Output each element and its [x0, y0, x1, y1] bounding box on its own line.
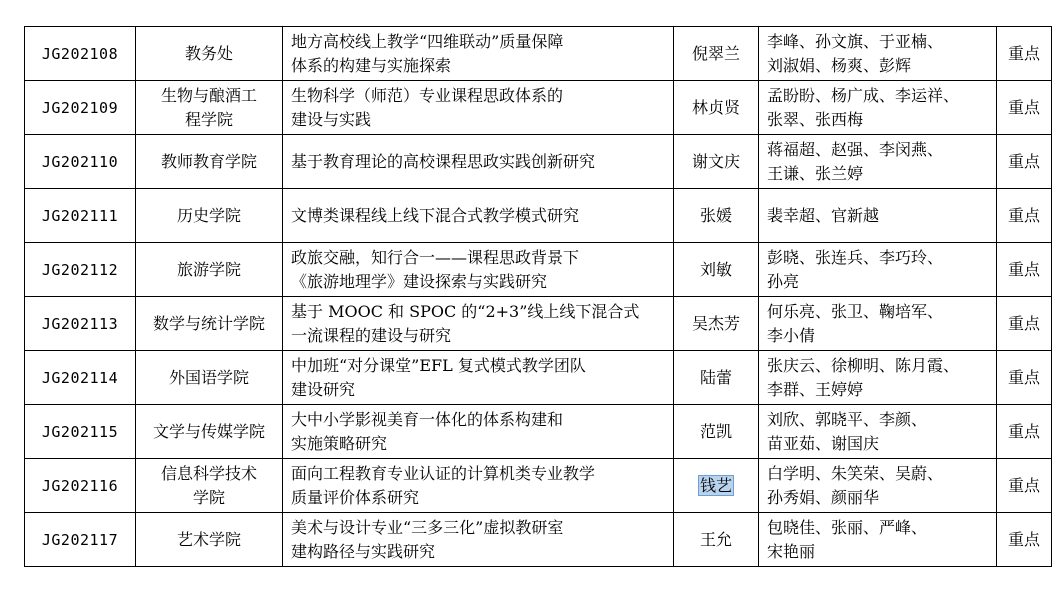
department-cell: [136, 405, 283, 459]
team-members: 刘欣、郭晓平、李颜、 苗亚茹、谢国庆: [767, 409, 928, 453]
project-id: JG202111: [41, 206, 119, 225]
table-row: [25, 243, 1052, 297]
project-id: JG202116: [41, 476, 119, 495]
project-id: JG202114: [41, 368, 119, 387]
project-title: 基于 MOOC 和 SPOC 的“2+3”线上线下混合式 一流课程的建设与研究: [291, 301, 640, 345]
department: 教务处: [184, 43, 233, 63]
project-type-cell: [997, 243, 1052, 297]
department-cell: [136, 27, 283, 81]
table-row: [25, 189, 1052, 243]
project-type: 重点: [1007, 421, 1040, 441]
project-type-cell: [997, 189, 1052, 243]
project-leader[interactable]: 范凯: [699, 421, 732, 441]
project-type-cell: [997, 81, 1052, 135]
project-leader-cell: [674, 297, 759, 351]
project-title-cell: [283, 459, 674, 513]
department-cell: [136, 189, 283, 243]
project-table: [24, 26, 1052, 567]
department: 艺术学院: [176, 529, 241, 549]
project-title: 大中小学影视美育一体化的体系构建和 实施策略研究: [291, 409, 564, 453]
department: 历史学院: [176, 205, 241, 225]
project-id: JG202113: [41, 314, 119, 333]
project-type: 重点: [1007, 43, 1040, 63]
project-title: 生物科学（师范）专业课程思政体系的 建设与实践: [291, 85, 564, 129]
project-leader[interactable]: 谢文庆: [691, 151, 740, 171]
department-cell: [136, 513, 283, 567]
project-type: 重点: [1007, 313, 1040, 333]
department-cell: [136, 459, 283, 513]
project-title: 基于教育理论的高校课程思政实践创新研究: [291, 151, 596, 171]
team-members: 白学明、朱笑荣、吴蔚、 孙秀娟、颜丽华: [767, 463, 944, 507]
project-id-cell: [25, 351, 136, 405]
project-leader-cell: [674, 351, 759, 405]
department-cell: [136, 297, 283, 351]
project-id-cell: [25, 81, 136, 135]
project-leader[interactable]: 倪翠兰: [691, 43, 740, 63]
project-title: 文博类课程线上线下混合式教学模式研究: [291, 205, 580, 225]
table-row: [25, 297, 1052, 351]
project-title-cell: [283, 27, 674, 81]
team-members-cell: [759, 189, 997, 243]
team-members-cell: [759, 135, 997, 189]
department-cell: [136, 135, 283, 189]
project-id: JG202117: [41, 530, 119, 549]
department: 教师教育学院: [160, 151, 257, 171]
department-cell: [136, 243, 283, 297]
project-title-cell: [283, 297, 674, 351]
team-members: 李峰、孙文旗、于亚楠、 刘淑娟、杨爽、彭辉: [767, 31, 944, 75]
project-leader[interactable]: 陆蕾: [699, 367, 732, 387]
project-leader[interactable]: 王允: [699, 529, 732, 549]
table-body: [25, 27, 1052, 567]
project-type: 重点: [1007, 529, 1040, 549]
project-leader-cell: [674, 513, 759, 567]
team-members-cell: [759, 27, 997, 81]
department: 生物与酿酒工 程学院: [160, 85, 257, 129]
department: 外国语学院: [168, 367, 249, 387]
team-members-cell: [759, 351, 997, 405]
team-members-cell: [759, 81, 997, 135]
project-leader[interactable]: 吴杰芳: [691, 313, 740, 333]
project-leader-cell: [674, 135, 759, 189]
team-members-cell: [759, 243, 997, 297]
project-title: 美术与设计专业“三多三化”虚拟教研室 建构路径与实践研究: [291, 517, 564, 561]
project-title: 中加班“对分课堂”EFL 复式模式教学团队 建设研究: [291, 355, 586, 399]
project-id-cell: [25, 189, 136, 243]
project-title-cell: [283, 189, 674, 243]
department: 旅游学院: [176, 259, 241, 279]
project-id: JG202112: [41, 260, 119, 279]
project-leader[interactable]: 钱艺: [699, 475, 732, 495]
table-row: [25, 513, 1052, 567]
project-title-cell: [283, 351, 674, 405]
project-id-cell: [25, 135, 136, 189]
project-title: 面向工程教育专业认证的计算机类专业教学 质量评价体系研究: [291, 463, 596, 507]
project-title-cell: [283, 513, 674, 567]
table-row: [25, 135, 1052, 189]
team-members-cell: [759, 513, 997, 567]
team-members: 蒋福超、赵强、李闵燕、 王谦、张兰婷: [767, 139, 944, 183]
project-leader[interactable]: 张媛: [699, 205, 732, 225]
team-members: 何乐亮、张卫、鞠培军、 李小倩: [767, 301, 944, 345]
project-type: 重点: [1007, 151, 1040, 171]
project-title: 政旅交融，知行合一——课程思政背景下 《旅游地理学》建设探索与实践研究: [291, 247, 580, 291]
project-leader-cell: [674, 81, 759, 135]
project-title: 地方高校线上教学“四维联动”质量保障 体系的构建与实施探索: [291, 31, 564, 75]
table-row: [25, 27, 1052, 81]
table-row: [25, 405, 1052, 459]
team-members: 包晓佳、张丽、严峰、 宋艳丽: [767, 517, 928, 561]
table-row: [25, 81, 1052, 135]
project-id-cell: [25, 405, 136, 459]
project-leader-cell: [674, 189, 759, 243]
project-leader-cell: [674, 27, 759, 81]
project-table-container: [24, 26, 1052, 567]
team-members-cell: [759, 405, 997, 459]
project-type-cell: [997, 297, 1052, 351]
project-type: 重点: [1007, 97, 1040, 117]
project-type-cell: [997, 27, 1052, 81]
team-members: 裴幸超、官新越: [767, 205, 880, 225]
project-type: 重点: [1007, 259, 1040, 279]
department-cell: [136, 81, 283, 135]
project-id-cell: [25, 297, 136, 351]
project-type: 重点: [1007, 475, 1040, 495]
project-leader[interactable]: 刘敏: [699, 259, 732, 279]
project-id-cell: [25, 27, 136, 81]
project-leader-cell: [674, 243, 759, 297]
project-type: 重点: [1007, 367, 1040, 387]
project-id-cell: [25, 243, 136, 297]
department: 文学与传媒学院: [152, 421, 265, 441]
project-type: 重点: [1007, 205, 1040, 225]
team-members: 孟盼盼、杨广成、李运祥、 张翠、张西梅: [767, 85, 960, 129]
department: 信息科学技术 学院: [160, 463, 257, 507]
project-type-cell: [997, 513, 1052, 567]
project-id: JG202110: [41, 152, 119, 171]
project-id: JG202108: [41, 44, 119, 63]
project-id: JG202109: [41, 98, 119, 117]
team-members: 彭晓、张连兵、李巧玲、 孙亮: [767, 247, 944, 291]
project-leader[interactable]: 林贞贤: [691, 97, 740, 117]
project-title-cell: [283, 243, 674, 297]
project-type-cell: [997, 459, 1052, 513]
team-members-cell: [759, 459, 997, 513]
team-members-cell: [759, 297, 997, 351]
project-leader-cell: [674, 405, 759, 459]
department: 数学与统计学院: [152, 313, 265, 333]
project-type-cell: [997, 351, 1052, 405]
table-row: [25, 351, 1052, 405]
project-title-cell: [283, 405, 674, 459]
project-title-cell: [283, 135, 674, 189]
table-row: [25, 459, 1052, 513]
project-title-cell: [283, 81, 674, 135]
team-members: 张庆云、徐柳明、陈月霞、 李群、王婷婷: [767, 355, 960, 399]
project-type-cell: [997, 405, 1052, 459]
project-id: JG202115: [41, 422, 119, 441]
department-cell: [136, 351, 283, 405]
project-leader-cell: [674, 459, 759, 513]
project-type-cell: [997, 135, 1052, 189]
project-id-cell: [25, 513, 136, 567]
project-id-cell: [25, 459, 136, 513]
